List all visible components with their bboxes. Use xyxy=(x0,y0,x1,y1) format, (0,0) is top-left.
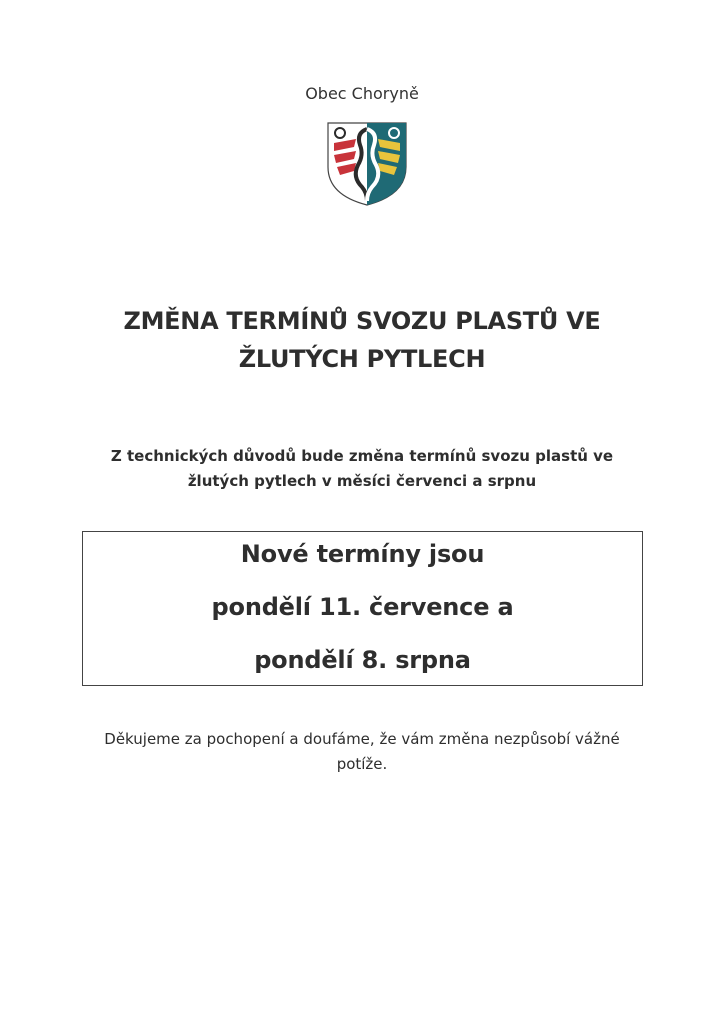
municipality-name: Obec Choryně xyxy=(305,84,419,103)
closing-line-2: potíže. xyxy=(336,755,388,773)
new-dates-heading: Nové termíny jsou xyxy=(240,540,485,568)
page-title xyxy=(82,302,642,378)
new-date-july: pondělí 11. července a xyxy=(211,593,514,621)
intro-line-1: Z technických důvodů bude změna termínů svozu plastů ve xyxy=(110,447,614,465)
intro-paragraph xyxy=(92,444,632,494)
page-title-line-1: ZMĚNA TERMÍNŮ SVOZU PLASTŮ VE xyxy=(123,307,601,335)
intro-line-2: žlutých pytlech v měsíci červenci a srpnu xyxy=(187,472,537,490)
page-title-line-2: ŽLUTÝCH PYTLECH xyxy=(238,345,486,373)
new-date-august: pondělí 8. srpna xyxy=(254,646,471,674)
coat-of-arms-icon xyxy=(326,121,408,207)
closing-line-1: Děkujeme za pochopení a doufáme, že vám změna nezpůsobí vážné xyxy=(104,730,620,748)
new-dates-box xyxy=(82,531,643,686)
closing-paragraph xyxy=(82,727,642,777)
